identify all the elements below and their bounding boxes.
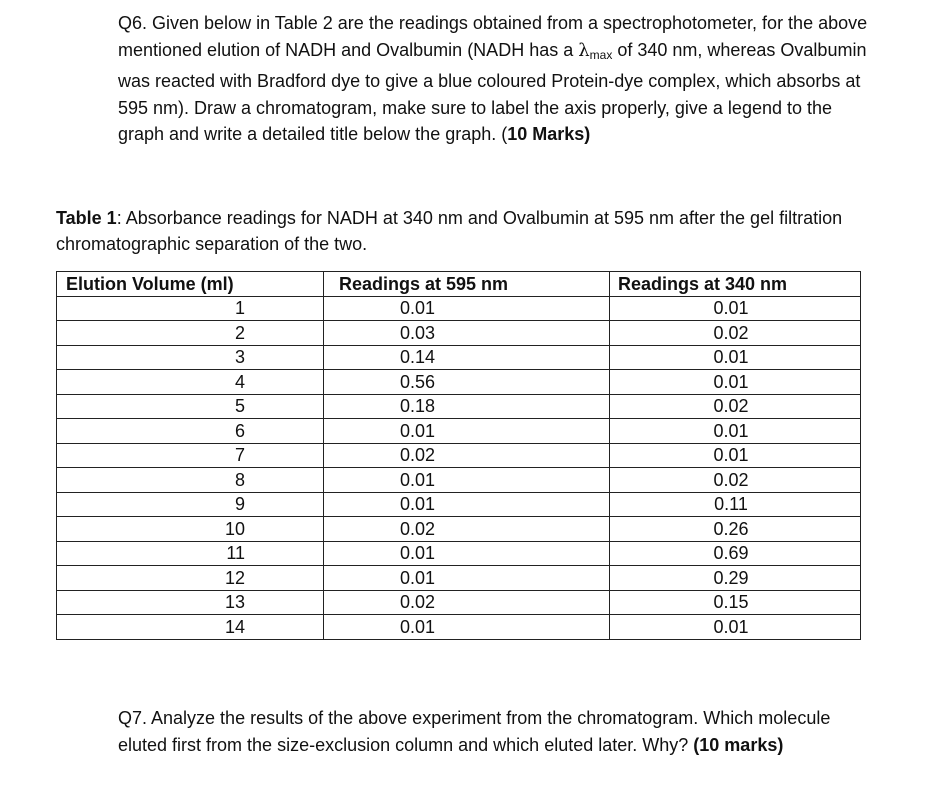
reading-595-cell: 0.56 bbox=[324, 370, 610, 395]
reading-595-cell: 0.01 bbox=[324, 492, 610, 517]
table-header-row bbox=[57, 272, 861, 297]
table-row bbox=[57, 419, 861, 444]
table-row bbox=[57, 321, 861, 346]
reading-595-cell: 0.01 bbox=[324, 541, 610, 566]
elution-volume-cell: 11 bbox=[57, 541, 324, 566]
elution-volume-cell: 10 bbox=[57, 517, 324, 542]
table-row bbox=[57, 590, 861, 615]
q6-marks: 10 Marks) bbox=[507, 124, 591, 144]
table-caption-label: Table 1 bbox=[56, 208, 117, 228]
q6-text: of 340 nm, whereas Ovalbumin was reacted with Bradford dye to give a blue coloured Protein-dye complex, which absorbs at 595 nm). Draw a chromatogram, make sure to label the axis properly, give a legend to the graph and write a detailed title below the graph. ( bbox=[118, 39, 867, 144]
table-row bbox=[57, 296, 861, 321]
question-6 bbox=[118, 10, 878, 148]
reading-595-cell: 0.01 bbox=[324, 296, 610, 321]
elution-volume-cell: 2 bbox=[57, 321, 324, 346]
q7-text: Q7. Analyze the results of the above experiment from the chromatogram. Which molecule eluted first from the size-exclusion column and which eluted later. Why? bbox=[118, 708, 831, 755]
elution-volume-cell: 7 bbox=[57, 443, 324, 468]
reading-340-cell: 0.11 bbox=[610, 492, 861, 517]
elution-volume-cell: 3 bbox=[57, 345, 324, 370]
table-row bbox=[57, 517, 861, 542]
elution-volume-cell: 4 bbox=[57, 370, 324, 395]
elution-volume-cell: 6 bbox=[57, 419, 324, 444]
reading-595-cell: 0.02 bbox=[324, 590, 610, 615]
reading-595-cell: 0.03 bbox=[324, 321, 610, 346]
reading-595-cell: 0.01 bbox=[324, 615, 610, 640]
reading-340-cell: 0.01 bbox=[610, 345, 861, 370]
table-row bbox=[57, 370, 861, 395]
elution-volume-cell: 1 bbox=[57, 296, 324, 321]
absorbance-table bbox=[56, 271, 861, 640]
elution-volume-cell: 9 bbox=[57, 492, 324, 517]
elution-volume-cell: 12 bbox=[57, 566, 324, 591]
table-row bbox=[57, 394, 861, 419]
lambda-symbol: λ bbox=[578, 39, 590, 61]
question-7 bbox=[118, 705, 878, 758]
table-caption bbox=[56, 205, 876, 257]
table-caption-text: : Absorbance readings for NADH at 340 nm and Ovalbumin at 595 nm after the gel filtration chromatographic separation of the two. bbox=[56, 208, 843, 254]
reading-340-cell: 0.01 bbox=[610, 370, 861, 395]
reading-340-cell: 0.15 bbox=[610, 590, 861, 615]
reading-340-cell: 0.01 bbox=[610, 615, 861, 640]
q7-marks: (10 marks) bbox=[693, 734, 784, 755]
q6-lead: Q6. Given below in Table 2 are the readings obtained from a spectrophotometer, for the above mentioned elution of NADH and Ovalbumin (NADH has a bbox=[118, 13, 868, 60]
reading-340-cell: 0.02 bbox=[610, 394, 861, 419]
header-595nm: Readings at 595 nm bbox=[324, 272, 610, 297]
reading-340-cell: 0.26 bbox=[610, 517, 861, 542]
reading-340-cell: 0.02 bbox=[610, 321, 861, 346]
reading-340-cell: 0.01 bbox=[610, 296, 861, 321]
table-row bbox=[57, 541, 861, 566]
table-row bbox=[57, 566, 861, 591]
elution-volume-cell: 14 bbox=[57, 615, 324, 640]
elution-volume-cell: 5 bbox=[57, 394, 324, 419]
header-elution-volume: Elution Volume (ml) bbox=[57, 272, 324, 297]
reading-340-cell: 0.29 bbox=[610, 566, 861, 591]
reading-340-cell: 0.01 bbox=[610, 419, 861, 444]
reading-340-cell: 0.69 bbox=[610, 541, 861, 566]
reading-595-cell: 0.14 bbox=[324, 345, 610, 370]
reading-595-cell: 0.02 bbox=[324, 443, 610, 468]
table-row bbox=[57, 443, 861, 468]
reading-340-cell: 0.01 bbox=[610, 443, 861, 468]
reading-595-cell: 0.01 bbox=[324, 468, 610, 493]
reading-595-cell: 0.02 bbox=[324, 517, 610, 542]
reading-595-cell: 0.18 bbox=[324, 394, 610, 419]
table-row bbox=[57, 615, 861, 640]
table-row bbox=[57, 468, 861, 493]
reading-595-cell: 0.01 bbox=[324, 566, 610, 591]
elution-volume-cell: 13 bbox=[57, 590, 324, 615]
table-row bbox=[57, 492, 861, 517]
reading-340-cell: 0.02 bbox=[610, 468, 861, 493]
table-body bbox=[57, 296, 861, 639]
reading-595-cell: 0.01 bbox=[324, 419, 610, 444]
elution-volume-cell: 8 bbox=[57, 468, 324, 493]
lambda-subscript: max bbox=[589, 47, 613, 62]
header-340nm: Readings at 340 nm bbox=[610, 272, 861, 297]
table-row bbox=[57, 345, 861, 370]
